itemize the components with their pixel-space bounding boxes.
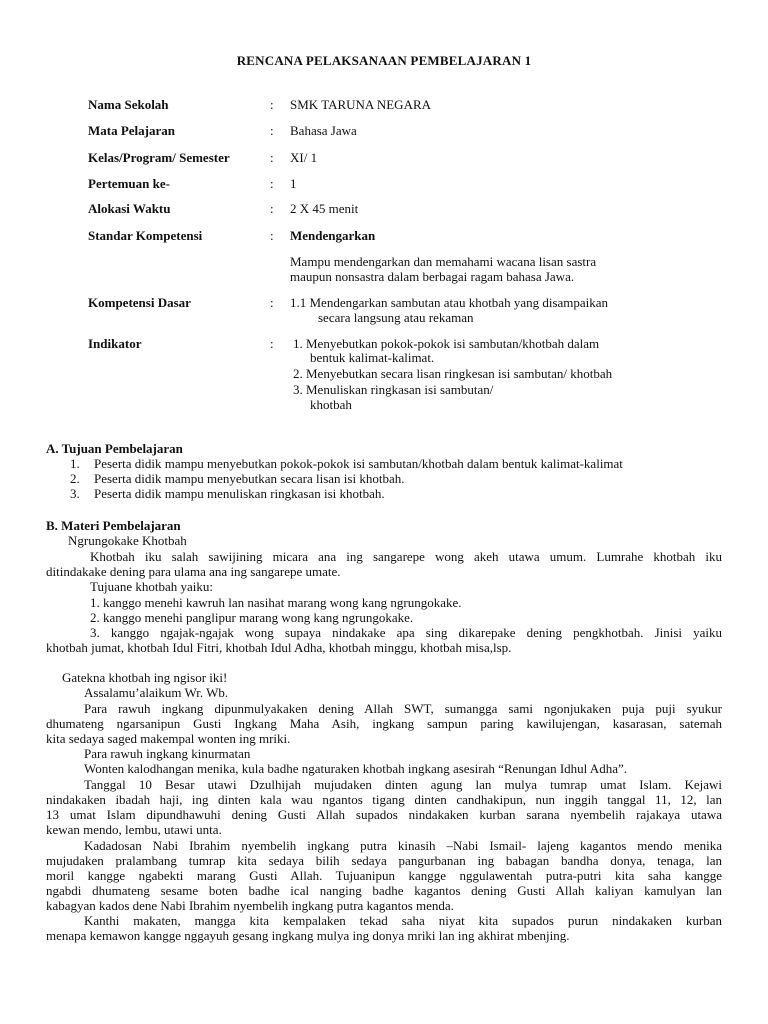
- greeting: Assalamu’alaikum Wr. Wb.: [84, 685, 229, 700]
- colon: :: [270, 176, 274, 191]
- paragraph-6-line-5: kabagyan kados dene Nabi Ibrahim nyembelih ingkang putra kagantos menda.: [46, 898, 454, 913]
- basic-competence-label: Kompetensi Dasar: [88, 295, 191, 310]
- paragraph-4: Wonten kalodhangan menika, kula badhe ngaturaken khotbah ingkang asesirah “Renungan Idhul Adha”.: [84, 761, 627, 776]
- paragraph-7-line-2: menapa kemawon kangge nggayuh gesang ingkang mulya ing donya mriki lan ing akhirat mbenjing.: [46, 928, 570, 943]
- document-title: RENCANA PELAKSANAAN PEMBELAJARAN 1: [236, 53, 532, 68]
- paragraph-6-line-1: Kadadosan Nabi Ibrahim nyembelih ingkang putra kinasih –Nabi Ismail- lajeng kagantos mendo menika: [84, 838, 722, 853]
- list-number: 3.: [70, 486, 80, 501]
- list-text: Peserta didik mampu menyebutkan pokok-pokok isi sambutan/khotbah dalam bentuk kalimat-kalimat: [94, 456, 623, 471]
- paragraph-3: Para rawuh ingkang kinurmatan: [84, 746, 251, 761]
- paragraph-5-line-3: 13 umat Islam dipundhawuhi dening Gusti Allah supados nindakaken kurban sarana nyembelih rajakaya utawa: [46, 807, 722, 822]
- paragraph-5-line-2: nindakaken ibadah haji, ing dinten kala wau ngantos tigang dinten candhakipun, nun inggih tanggal 11, 12, lan: [46, 792, 722, 807]
- section-a-heading: A. Tujuan Pembelajaran: [46, 441, 183, 456]
- school-label: Nama Sekolah: [88, 97, 169, 112]
- meeting-label: Pertemuan ke-: [88, 176, 170, 191]
- indicator-3-line-1: 3. Menuliskan ringkasan isi sambutan/: [293, 382, 494, 397]
- list-text: Peserta didik mampu menyebutkan secara lisan isi khotbah.: [94, 471, 405, 486]
- purpose-item-1: 1. kanggo menehi kawruh lan nasihat marang wong kang ngrungokake.: [90, 595, 462, 610]
- paragraph-5-line-4: kewan mendo, lembu, utawi unta.: [46, 822, 222, 837]
- colon: :: [270, 150, 274, 165]
- paragraph-5-line-1: Tanggal 10 Besar utawi Dzulhijah mujudaken dinten agung lan mulya tumrap umat Islam. Kejawi: [84, 777, 722, 792]
- paragraph-2-line-2: dhumateng ngarsanipun Gusti Ingkang Maha Asih, ingkang sampun paring kawilujengan, kasarasan, satemah: [46, 716, 722, 731]
- paragraph-6-line-4: ngabdi dhumateng sesame boten badhe ical nanging badhe kagantos dening Gusti Allah kaliyan kamulyan lan: [46, 883, 722, 898]
- list-number: 2.: [70, 471, 80, 486]
- paragraph-6-line-2: mujudaken pralambang tumrap kita sedaya bilih sedaya pangurbanan ing babagan bandha donya, tenaga, lan: [46, 853, 722, 868]
- time-value: 2 X 45 menit: [290, 201, 359, 216]
- list-item: [70, 486, 385, 501]
- paragraph-6-line-3: moril kangge ngabekti marang Gusti Allah. Tujuanipun kangge nggulawentah putra-putri kita saha kangge: [46, 868, 722, 883]
- indicator-1-line-1: 1. Menyebutkan pokok-pokok isi sambutan/khotbah dalam: [293, 336, 600, 351]
- standard-description-line-2: maupun nonsastra dalam berbagai ragam bahasa Jawa.: [290, 269, 575, 284]
- paragraph-1-line-1: [46, 549, 722, 564]
- paragraph-1-line-1-text: Khotbah iku salah sawijining micara ana ing sangarepe wong akeh utawa umum. Lumrahe khotbah iku: [90, 549, 722, 564]
- section-b-heading: B. Materi Pembelajaran: [46, 518, 181, 533]
- meeting-value: 1: [290, 176, 297, 191]
- paragraph-2-line-3: kita sedaya saged makempal wonten ing mriki.: [46, 731, 291, 746]
- colon: :: [270, 295, 274, 310]
- purpose-heading: Tujuane khotbah yaiku:: [90, 579, 214, 594]
- colon: :: [270, 336, 274, 351]
- section-b-subheading: Ngrungokake Khotbah: [68, 533, 187, 548]
- list-item: [70, 456, 623, 471]
- purpose-item-3-line-1: 3. kanggo ngajak-ngajak wong supaya nindakake apa sing dikarepake dening pengkhotbah. Jinisi yaiku: [90, 625, 722, 640]
- school-value: SMK TARUNA NEGARA: [290, 97, 432, 112]
- paragraph-2-line-1: Para rawuh ingkang dipunmulyakaken dening Allah SWT, sumangga sami ngonjukaken puja puji syukur: [84, 701, 722, 716]
- colon: :: [270, 123, 274, 138]
- list-text: Peserta didik mampu menuliskan ringkasan isi khotbah.: [94, 486, 385, 501]
- standard-description-line-1: Mampu mendengarkan dan memahami wacana lisan sastra: [290, 254, 597, 269]
- basic-competence-line-1: 1.1 Mendengarkan sambutan atau khotbah yang disampaikan: [290, 295, 609, 310]
- subject-value: Bahasa Jawa: [290, 123, 357, 138]
- indicator-2: 2. Menyebutkan secara lisan ringkesan isi sambutan/ khotbah: [293, 366, 613, 381]
- class-label: Kelas/Program/ Semester: [88, 150, 230, 165]
- example-heading: Gatekna khotbah ing ngisor iki!: [62, 670, 228, 685]
- paragraph-7-line-1: Kanthi makaten, mangga kita kempalaken tekad saha niyat kita supados purun nindakaken kurban: [84, 913, 722, 928]
- indicator-3-line-2: khotbah: [310, 397, 352, 412]
- purpose-item-2: 2. kanggo menehi panglipur marang wong kang ngrungokake.: [90, 610, 414, 625]
- colon: :: [270, 201, 274, 216]
- list-number: 1.: [70, 456, 80, 471]
- time-label: Alokasi Waktu: [88, 201, 171, 216]
- standard-value: Mendengarkan: [290, 228, 376, 243]
- colon: :: [270, 97, 274, 112]
- standard-label: Standar Kompetensi: [88, 228, 203, 243]
- indicator-1-line-2: bentuk kalimat-kalimat.: [310, 350, 435, 365]
- purpose-item-3-line-2: khotbah jumat, khotbah Idul Fitri, khotbah Idul Adha, khotbah minggu, khotbah misa,lsp.: [46, 640, 512, 655]
- list-item: [70, 471, 404, 486]
- colon: :: [270, 228, 274, 243]
- indicator-label: Indikator: [88, 336, 142, 351]
- class-value: XI/ 1: [290, 150, 318, 165]
- subject-label: Mata Pelajaran: [88, 123, 176, 138]
- paragraph-1-line-2: ditindakake dening para ulama ana ing sangarepe umate.: [46, 564, 341, 579]
- basic-competence-line-2: secara langsung atau rekaman: [318, 310, 474, 325]
